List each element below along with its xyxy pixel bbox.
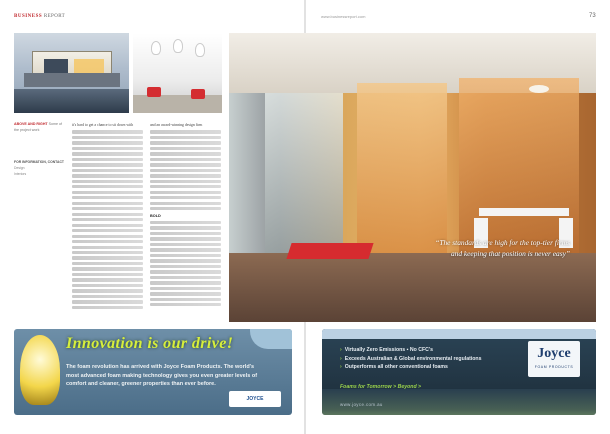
white-table	[479, 208, 569, 216]
article-column-2	[150, 122, 221, 309]
text-line	[150, 169, 221, 172]
ad-body: The foam revolution has arrived with Joyce Foam Products. The world's most advanced foam making technology gives you even greater levels of comfort and cleaner, greener properties than ever before.	[66, 364, 258, 388]
text-line	[150, 298, 221, 301]
ad-bullet: › Exceeds Australian & Global environmental regulations	[340, 355, 482, 362]
timber-floor	[229, 253, 596, 322]
ad-bullet: › Outperforms all other conventional foams	[340, 364, 448, 371]
text-line	[150, 287, 221, 290]
red-chair	[191, 89, 205, 99]
ad-logo: JOYCE	[229, 391, 281, 407]
bullet-icon: ›	[340, 355, 342, 362]
text-line	[150, 237, 221, 240]
text-line	[150, 185, 221, 188]
text-line	[150, 191, 221, 194]
text-line	[150, 292, 221, 295]
text-line	[72, 152, 143, 155]
pendant-lamp	[173, 39, 183, 53]
text-line	[72, 196, 143, 199]
text-line	[72, 273, 143, 276]
text-line	[150, 232, 221, 235]
text-line	[150, 202, 221, 205]
text-line	[150, 270, 221, 273]
credits-line: Interiors	[14, 171, 27, 176]
text-line	[72, 136, 143, 139]
header-url: www.businessreport.com	[321, 14, 366, 19]
pull-quote-line-1: “The standards are high for the top-tier firms	[435, 238, 570, 247]
text-line	[72, 289, 143, 292]
ad-bullet-list	[340, 346, 520, 372]
text-line	[72, 256, 143, 259]
text-line	[72, 262, 143, 265]
text-line	[150, 152, 221, 155]
text-line	[150, 158, 221, 161]
pendant-lamp	[195, 43, 205, 57]
text-line	[150, 276, 221, 279]
text-line	[72, 202, 143, 205]
article-column-1	[72, 122, 143, 311]
pendant-lamp	[151, 41, 161, 55]
lightbulb-icon	[20, 335, 60, 405]
section-header	[14, 14, 65, 19]
pendant-light	[529, 85, 549, 93]
text-line	[72, 147, 143, 150]
text-line	[72, 185, 143, 188]
text-line	[72, 300, 143, 303]
text-line	[150, 141, 221, 144]
text-line	[150, 265, 221, 268]
text-line	[72, 163, 143, 166]
credits-title: FOR INFORMATION, CONTACT	[14, 160, 64, 164]
text-line	[150, 163, 221, 166]
text-line	[72, 207, 143, 210]
text-line	[150, 303, 221, 306]
foam-innovation-ad[interactable]	[14, 329, 292, 415]
text-line	[150, 259, 221, 262]
text-line	[72, 130, 143, 133]
bullet-icon: ›	[340, 347, 342, 353]
water-reflection	[14, 89, 129, 113]
text-line	[72, 191, 143, 194]
article-subhead: BOLD	[150, 213, 161, 218]
text-line	[72, 158, 143, 161]
column-2-intro: and an award-winning design firm	[150, 123, 203, 127]
text-line	[150, 180, 221, 183]
bullet-icon: ›	[340, 364, 342, 371]
building-base	[24, 73, 120, 87]
caption-lead: ABOVE AND RIGHT	[14, 122, 48, 126]
text-line	[72, 251, 143, 254]
joyce-logo-sub: FOAM PRODUCTS	[534, 365, 574, 369]
text-line	[72, 218, 143, 221]
pull-quote-line-2: and keeping that position is never easy”	[450, 248, 570, 258]
caption-text: Some of the project work	[14, 122, 62, 132]
text-line	[72, 246, 143, 249]
joyce-logo	[528, 341, 580, 377]
text-line	[72, 306, 143, 309]
text-line	[72, 284, 143, 287]
text-line	[72, 229, 143, 232]
contact-credits	[14, 160, 64, 177]
text-line	[150, 226, 221, 229]
ad-bullet: › Virtually Zero Emissions ▪ No CFC's	[340, 347, 434, 353]
text-line	[72, 224, 143, 227]
text-line	[72, 267, 143, 270]
text-line	[150, 174, 221, 177]
text-line	[150, 221, 221, 224]
text-line	[72, 235, 143, 238]
text-line	[72, 213, 143, 216]
joyce-logo-name: Joyce	[537, 346, 571, 361]
text-line	[72, 295, 143, 298]
text-line	[150, 207, 221, 210]
page-number: 73	[589, 13, 596, 19]
text-line	[72, 141, 143, 144]
section-suffix: REPORT	[43, 14, 66, 19]
text-line	[150, 281, 221, 284]
interior-photo	[133, 33, 222, 113]
orange-glass-wall	[357, 83, 447, 253]
ad-url[interactable]: www.joyce.com.au	[340, 402, 383, 407]
text-line	[150, 248, 221, 251]
text-line	[150, 147, 221, 150]
office-interior-photo	[229, 33, 596, 322]
joyce-foam-ad[interactable]	[322, 329, 596, 415]
text-line	[72, 169, 143, 172]
text-line	[150, 136, 221, 139]
column-1-intro: it's hard to get a chance to sit down with	[72, 123, 134, 127]
section-prefix: BUSINESS	[14, 14, 43, 19]
text-line	[72, 174, 143, 177]
glass-partition	[265, 93, 343, 253]
text-line	[150, 196, 221, 199]
text-line	[72, 240, 143, 243]
text-line	[72, 180, 143, 183]
text-line	[72, 278, 143, 281]
credits-line: Design	[14, 165, 25, 170]
text-line	[150, 254, 221, 257]
text-line	[150, 243, 221, 246]
red-chair	[147, 87, 161, 97]
ad-headline: Innovation is our drive!	[66, 335, 234, 352]
ad-sky-band	[322, 329, 596, 339]
pull-quote	[270, 238, 570, 259]
ad-tagline: Foams for Tomorrow > Beyond >	[340, 384, 422, 390]
building-photo	[14, 33, 129, 113]
interior-floor	[133, 95, 222, 113]
text-line	[150, 130, 221, 133]
photo-caption	[14, 122, 64, 134]
